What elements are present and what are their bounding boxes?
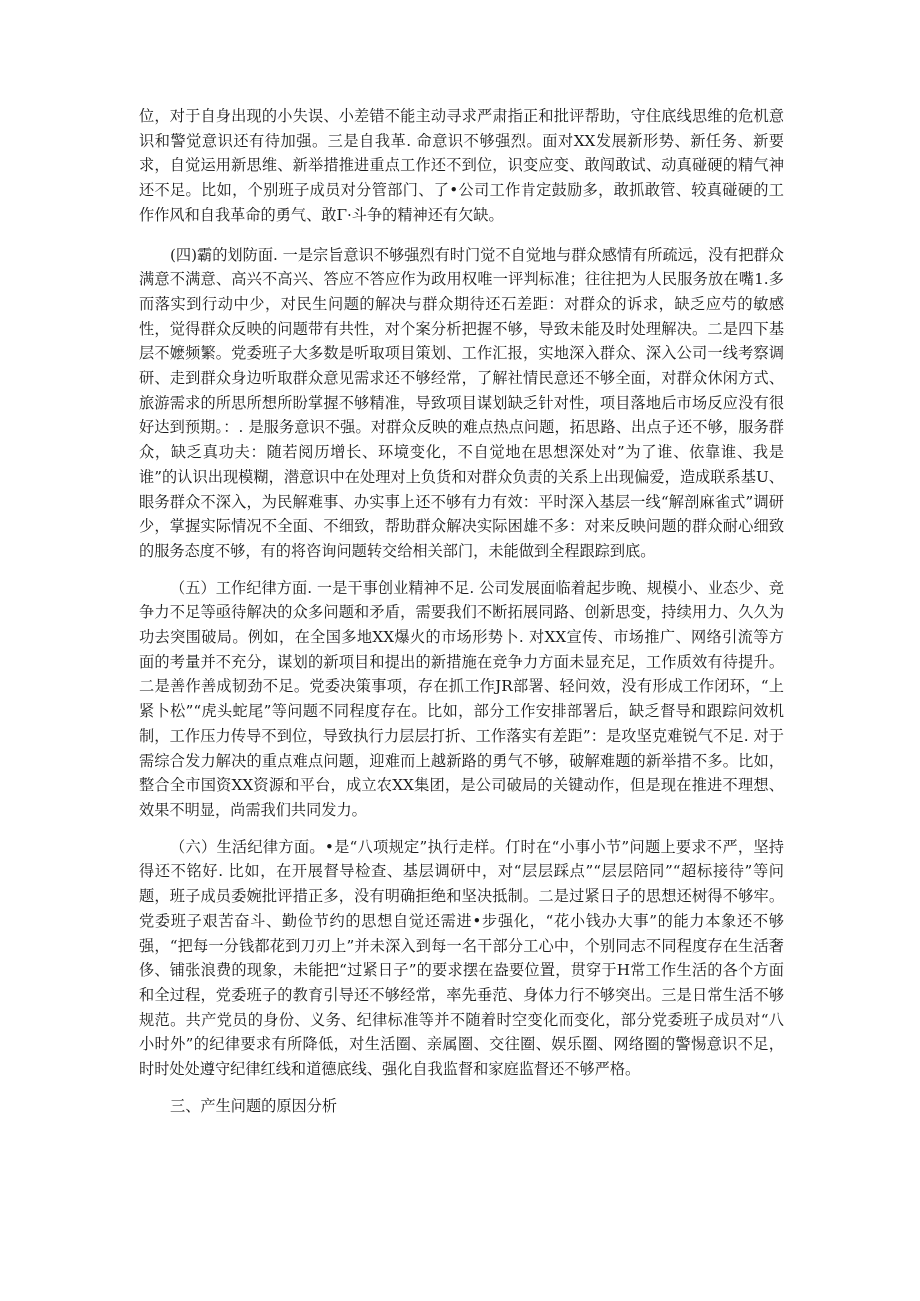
- paragraph-section-6: （六）生活纪律方面。•是“八项规定”执行走样。仃时在“小事小节”问题上要求不严，坚持得还不铭好. 比如，在开展督导检查、基层调研中，对“层层踩点”“层层陪同”“超标接待”等问题，班子成员委婉批评措正多，没有明确拒绝和坚决抵制。二是过紧日子的思想还树得不够牢。党委班子艰苦奋斗、勤俭节约的思想自觉还需进•步强化，“花小钱办大事”的能力本象还不够强，“把每一分钱都花到刀刃上”并未深入到每一名干部分工心中，个别同志不同程度存在生活奢侈、铺张浪费的现象，未能把“过紧日子”的要求摆在盎要位置，贯穿于H常工作生活的各个方面和全过程，党委班子的教育引导还不够经常，率先垂范、身体力行不够突出。三是日常生活不够规范。共产党员的身份、义务、纪律标准等并不随着时空变化而变化，部分党委班子成员对“八小时外”的纪律要求有所降低，对生活圈、亲属圈、交往圈、娱乐圈、网络圈的警惕意识不足，时时处处遵守纪律红线和道德底线、强化自我监督和家庭监督还不够严格。: [139, 837, 784, 1079]
- document-page: [139, 104, 784, 1118]
- section-heading: 三、产生问题的原因分析: [170, 1096, 338, 1115]
- paragraph-continuation: 位，对于自身出现的小失误、小差错不能主动寻求严肃指正和批评帮助，守住底线思维的危机意识和警觉意识还有待加强。三是自我革. 命意识不够强烈。面对XX发展新形势、新任务、新要求，自觉运用新思维、新举措推进重点工作还不到位，识变应变、敢闯敢试、动真碰硬的精气神还不足。比如，个别班子成员对分管部门、了•公司工作肯定鼓励多，敢抓敢管、较真碰硬的工作作风和自我革命的勇气、敢Γ·斗争的精神还有欠缺。: [139, 107, 784, 224]
- paragraph-section-5: （五）工作纪律方面. 一是干事创业精神不足. 公司发展面临着起步晚、规模小、业态少、竞争力不足等亟待解决的众多问题和矛盾，需要我们不断拓展同路、创新思变，持续用力、久久为功去突围破局。例如，在全国多地XX爆火的市场形势卜. 对XX宣传、市场推广、网络引流等方面的考量并不充分，谋划的新项目和提出的新措施在竞争力方面未显充足，工作质效有待提升。二是善作善成韧劲不足。党委决策事项，存在抓工作JR部署、轻问效，没有形成工作闭环，“上紧卜松”“虎头蛇尾”等问题不同程度存在。比如，部分工作安排部署后，缺乏督导和跟踪问效机制，工作压力传导不到位，导致执行力层层打折、工作落实有差距”：是攻坚克难锐气不足. 对于需综合发力解决的重点难点问题，迎难而上越新路的勇气不够，破解难题的新举措不多。比如，整合全市国资XX资源和平台，成立农XX集团，是公司破局的关键动作，但是现在推进不理想、效果不明显，尚需我们共同发力。: [139, 578, 784, 819]
- paragraph-section-4: (四)霸的划防面. 一是宗旨意识不够强烈有时门觉不自觉地与群众感情有所疏远，没有把群众满意不满意、高兴不高兴、答应不答应作为政用权唯一评判标准；往往把为人民服务放在嘴1.多而落实到行动中少，对民生问题的解决与群众期待还石差距：对群众的诉求，缺乏应芍的敏感性，觉得群众反映的问题带有共性，对个案分析把握不够，导致未能及时处理解决。二是四下基层不嬷频繁。党委班子大多数是听取项目策划、工作汇报，实地深入群众、深入公司一线考察调研、走到群众身边听取群众意见需求还不够经常，了解社情民意还不够全面，对群众休闲方式、旅游需求的所思所想所盼掌握不够精准，导致项目谋划缺乏针对性，项目落地后市场反应没有很好达到预期。：. 是服务意识不强。对群众反映的难点热点问题，拓思路、出点子还不够，服务群众，缺乏真功夫：随若阅历增长、环境变化，不自觉地在思想深处对”为了谁、依靠谁、我是谁”的认识出现模糊，潜意识中在处理对上负货和对群众负责的关系上出现偏爱，造成联系基U、眼务群众不深入，为民解难事、办实事上还不够有力有效：平时深入基层一线“解剖麻雀式”调研少，掌握实际情况不全面、不细致，帮助群众解决实际困雄不多：对来反映问题的群众耐心细致的服务态度不够，有的将咨询问题转交给相关部门，未能做到全程跟踪到底。: [139, 245, 784, 560]
